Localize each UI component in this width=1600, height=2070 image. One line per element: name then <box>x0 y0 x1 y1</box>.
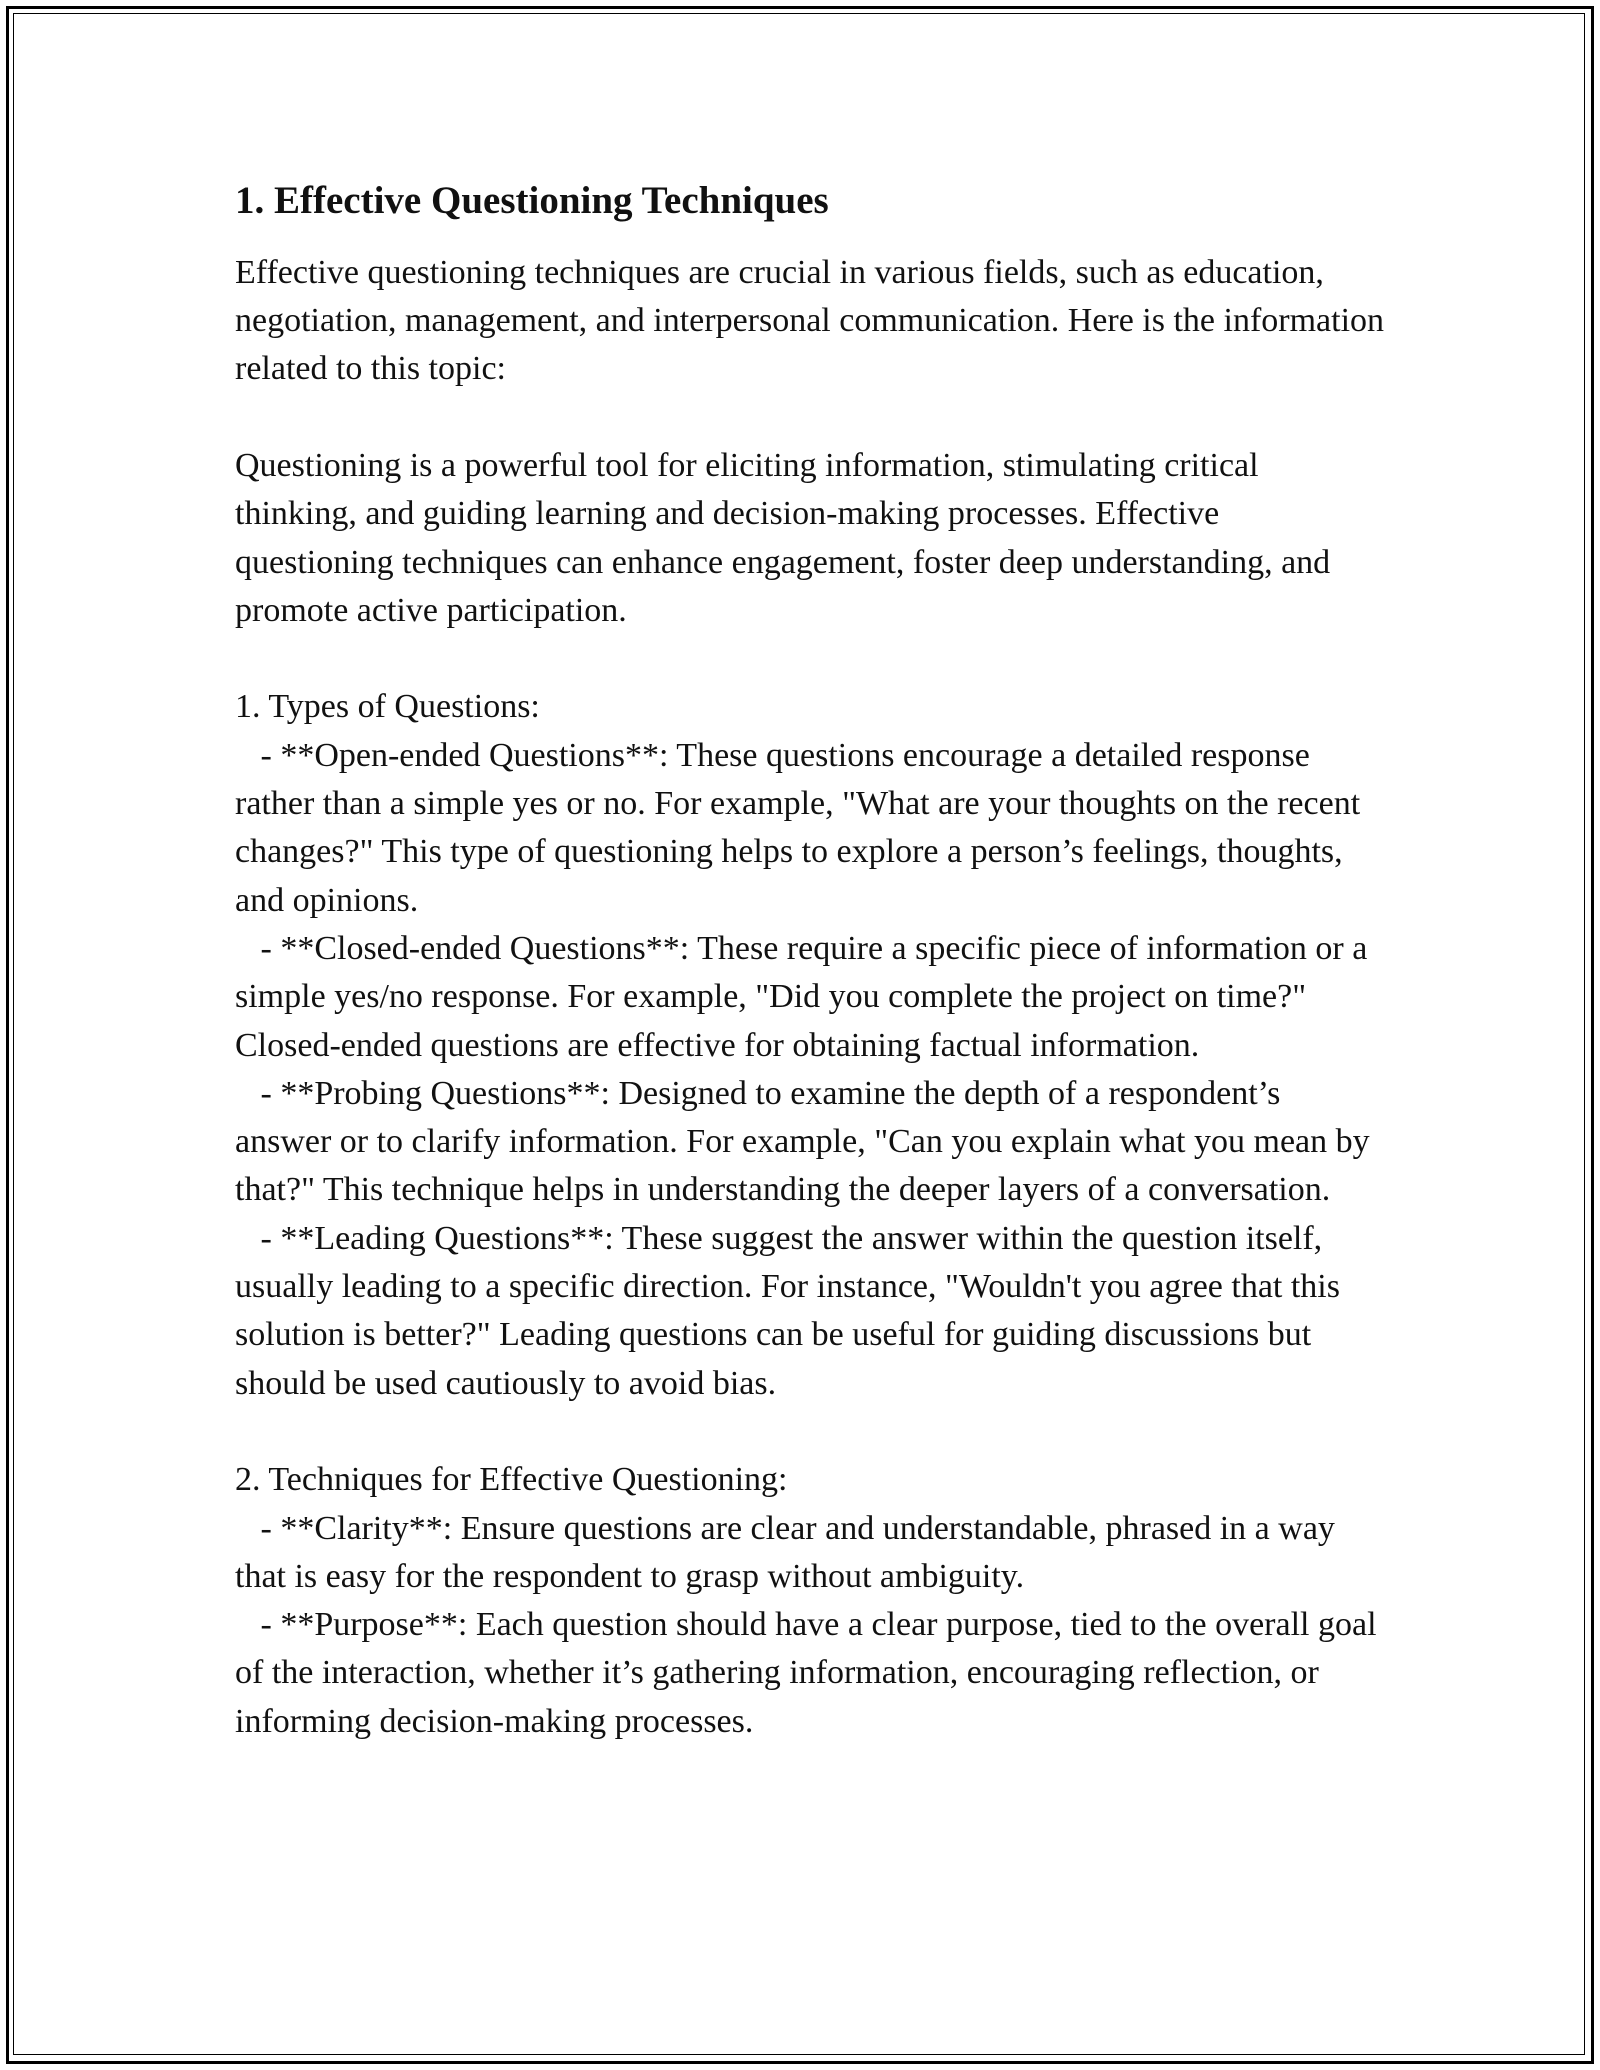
types-heading: 1. Types of Questions: <box>235 688 540 726</box>
document-title: 1. Effective Questioning Techniques <box>235 179 829 222</box>
techniques-heading: 2. Techniques for Effective Questioning: <box>235 1461 788 1499</box>
document-body <box>235 178 1393 1746</box>
paragraph-gap <box>235 394 1385 442</box>
types-section <box>235 683 1385 1407</box>
list-item-closed-ended: - **Closed-ended Questions**: These require a specific piece of information or a simple yes/no response. For example, "Did you complete the project on time?" Closed-ended questions are effective for obtaining factual information. <box>235 929 1376 1064</box>
list-item-open-ended: - **Open-ended Questions**: These questions encourage a detailed response rather than a simple yes or no. For example, "What are your thoughts on the recent changes?" This type of questioning helps to explore a person’s feelings, thoughts, and opinions. <box>235 736 1369 919</box>
paragraph-gap <box>235 635 1385 683</box>
intro-paragraph: Effective questioning techniques are crucial in various fields, such as education, negotiation, management, and interpersonal communication. Here is the information related to this topic: <box>235 253 1393 388</box>
overview-paragraph: Questioning is a powerful tool for eliciting information, stimulating critical thinking, and guiding learning and decision-making processes. Effective questioning techniques can enhance engagement, foster deep understanding, and promote active participation. <box>235 446 1339 629</box>
list-item-purpose: - **Purpose**: Each question should have a clear purpose, tied to the overall goal of the interaction, whether it’s gathering information, encouraging reflection, or informing decision-making processes. <box>235 1606 1386 1740</box>
paragraph-gap <box>235 1408 1385 1456</box>
list-item-leading: - **Leading Questions**: These suggest the answer within the question itself, usually leading to a specific direction. For instance, "Wouldn't you agree that this solution is better?" Leading questions can be useful for guiding discussions but should be used cautiously to avoid bias. <box>235 1219 1349 1402</box>
list-item-clarity: - **Clarity**: Ensure questions are clear and understandable, phrased in a way that is easy for the respondent to grasp without ambiguity. <box>235 1509 1344 1595</box>
techniques-section <box>235 1456 1385 1746</box>
list-item-probing: - **Probing Questions**: Designed to examine the depth of a respondent’s answer or to clarify information. For example, "Can you explain what you mean by that?" This technique helps in understanding the deeper layers of a conversation. <box>235 1074 1379 1209</box>
